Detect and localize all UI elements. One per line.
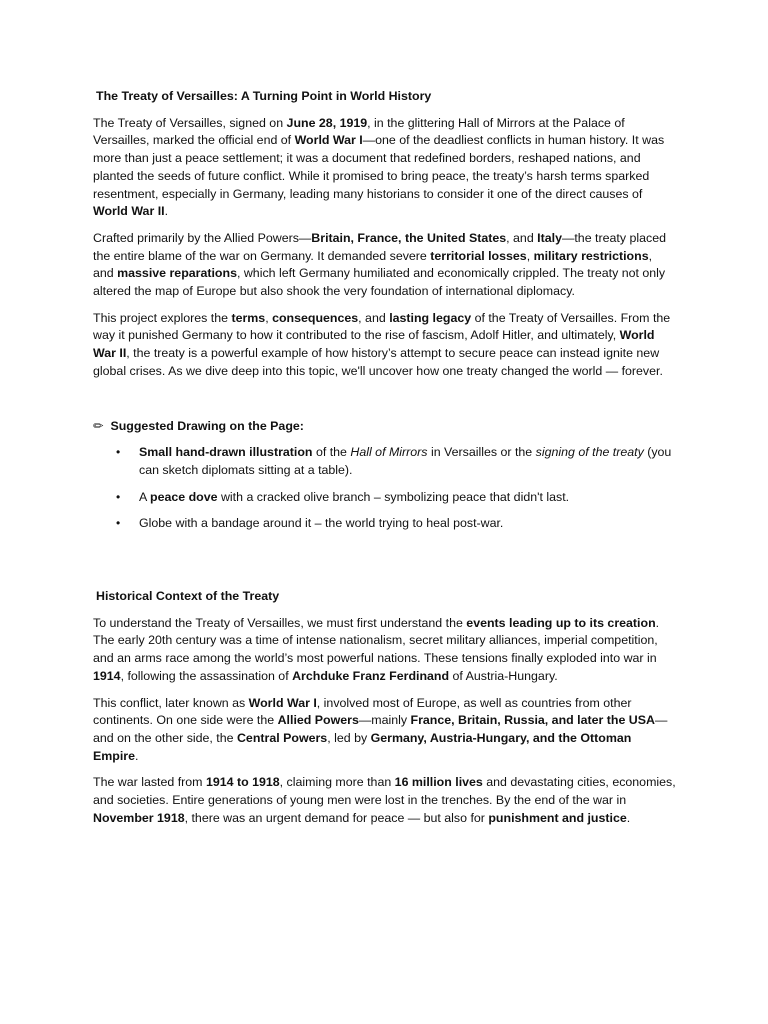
list-item-text: Globe with a bandage around it – the world trying to heal post-war. — [139, 516, 504, 531]
bold-text: Allied Powers — [277, 713, 359, 728]
bold-text: Small hand-drawn illustration — [139, 445, 313, 460]
bold-text: lasting legacy — [389, 310, 472, 325]
suggested-drawing-heading — [93, 418, 676, 436]
bold-text: 1914 to 1918 — [205, 775, 280, 790]
bold-text: World War I — [248, 695, 317, 710]
bold-text: 16 million lives — [394, 775, 483, 790]
section-title-treaty: The Treaty of Versailles: A Turning Point in World History — [96, 89, 432, 103]
bold-text: punishment and justice — [488, 810, 627, 825]
italic-text: Hall of Mirrors — [350, 445, 428, 460]
paragraph: This project explores the terms, consequences, and lasting legacy of the Treaty of Versailles. From the way it punished Germany to how it contributed to the rise of fascism, Adolf Hitler, and ultimately, World War II, the treaty is a powerful example of how history’s attempt to secure peace can instead ignite new global crises. As we dive deep into this topic, we'll uncover how one treaty changed the world — forever. — [93, 310, 671, 378]
section-title-historical-context: Historical Context of the Treaty — [96, 589, 280, 604]
paragraph: The Treaty of Versailles, signed on June 28, 1919, in the glittering Hall of Mirrors at the Palace of Versailles, marked the official end of World War I—one of the deadliest conflicts in human history. It was more than just a peace settlement; it was a document that redefined borders, reshaped nations, and planted the seeds of future conflict. While it promised to bring peace, the treaty’s harsh terms sparked resentment, especially in Germany, leading many historians to consider it one of the direct causes of World War II. — [93, 115, 665, 219]
list-item — [116, 489, 676, 507]
bullet-icon: • — [116, 489, 121, 504]
bold-text: 1914 — [93, 668, 121, 683]
paragraph: The war lasted from 1914 to 1918, claiming more than 16 million lives and devastating cities, economies, and societies. Entire generations of young men were lost in the trenches. By the end of the war in November 1918, there was an urgent demand for peace — but also for punishment and justice. — [93, 775, 676, 825]
bold-text: territorial losses — [430, 248, 527, 263]
italic-text: signing of the treaty — [535, 445, 644, 460]
bold-text: June 28, 1919 — [286, 115, 368, 130]
bold-text: terms — [231, 310, 266, 325]
pencil-icon: ✏ — [93, 418, 104, 433]
paragraph: To understand the Treaty of Versailles, we must first understand the events leading up to its creation. The early 20th century was a time of intense nationalism, secret military alliances, imperial competition, and an arms race among the world’s most powerful nations. These tensions finally exploded into war in 1914, following the assassination of Archduke Franz Ferdinand of Austria-Hungary. — [93, 615, 660, 683]
bold-text: France, Britain, Russia, and later the USA — [410, 713, 655, 728]
suggestion-list — [93, 444, 676, 533]
list-item — [116, 515, 676, 533]
bold-text: Central Powers — [236, 730, 328, 745]
paragraph: This conflict, later known as World War I, involved most of Europe, as well as countries from other continents. On one side were the Allied Powers—mainly France, Britain, Russia, and later the USA—and on the other side, the Central Powers, led by Germany, Austria-Hungary, and the Ottoman Empire. — [93, 695, 668, 763]
bold-text: massive reparations — [117, 266, 237, 281]
bold-text: World War II — [93, 328, 655, 361]
list-item — [116, 444, 676, 479]
list-item-text: Small hand-drawn illustration of the Hall of Mirrors in Versailles or the signing of the treaty (you can sketch diplomats sitting at a table). — [139, 445, 672, 477]
bold-text: World War II — [93, 204, 165, 219]
bold-text: World War I — [294, 133, 363, 148]
list-item-text: A peace dove with a cracked olive branch – symbolizing peace that didn't last. — [139, 489, 570, 504]
bold-text: Italy — [537, 230, 562, 245]
bold-text: Germany, Austria-Hungary, and the Ottoman Empire — [93, 730, 632, 763]
bold-text: Archduke Franz Ferdinand — [292, 668, 450, 683]
bullet-icon: • — [116, 445, 121, 460]
paragraph: Crafted primarily by the Allied Powers—Britain, France, the United States, and Italy—the treaty placed the entire blame of the war on Germany. It demanded severe territorial losses, military restrictions, and massive reparations, which left Germany humiliated and economically crippled. The treaty not only altered the map of Europe but also shook the very foundation of international diplomacy. — [93, 230, 666, 299]
bullet-icon: • — [116, 516, 121, 531]
bold-text: Britain, France, the United States — [311, 230, 507, 245]
bold-text: consequences — [272, 310, 359, 325]
bold-text: November 1918 — [93, 810, 185, 825]
suggested-drawing-title: Suggested Drawing on the Page: — [110, 418, 304, 433]
bold-text: military restrictions — [533, 248, 649, 263]
bold-text: peace dove — [150, 489, 218, 504]
bold-text: events leading up to its creation — [466, 615, 656, 630]
